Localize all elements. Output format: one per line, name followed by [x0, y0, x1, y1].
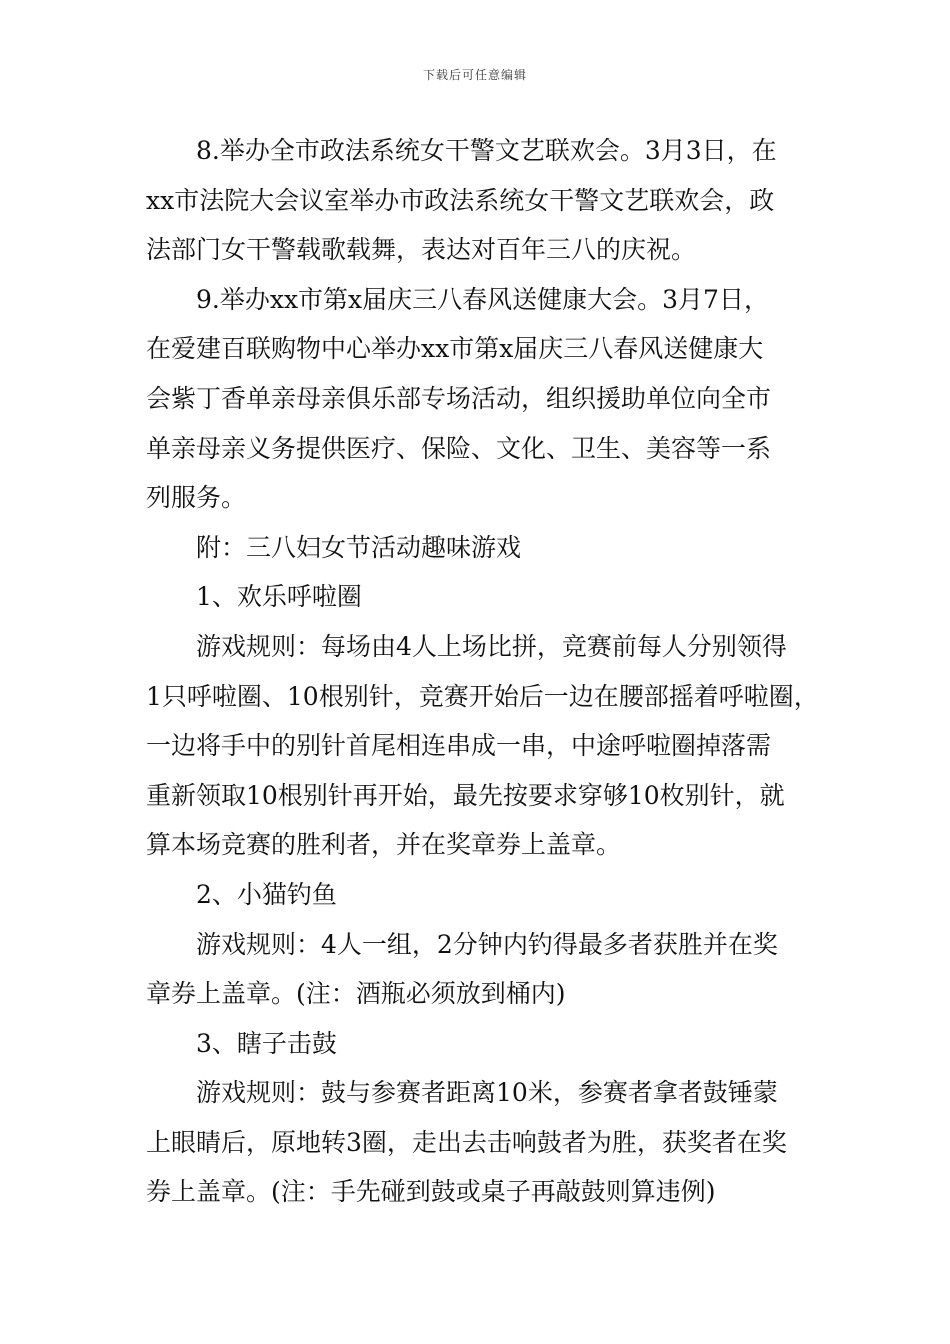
text-line: 上眼睛后，原地转3圈，走出去击响鼓者为胜，获奖者在奖 — [146, 1127, 787, 1157]
game-title: 2、小猫钓鱼 — [196, 879, 337, 909]
text-line: 会紫丁香单亲母亲俱乐部专场活动，组织援助单位向全市 — [146, 383, 772, 413]
text-line: 重新领取10根别针再开始，最先按要求穿够10枚别针，就 — [146, 780, 785, 810]
game-title: 1、欢乐呼啦圈 — [196, 582, 362, 612]
section-heading: 附：三八妇女节活动趣味游戏 — [196, 532, 522, 562]
text-line: 一边将手中的别针首尾相连串成一串，中途呼啦圈掉落需 — [146, 731, 772, 761]
document-body — [146, 126, 819, 1217]
text-line: xx市法院大会议室举办市政法系统女干警文艺联欢会，政 — [146, 185, 775, 215]
page-header-note: 下载后可任意编辑 — [422, 68, 527, 82]
text-line: 法部门女干警载歌载舞，表达对百年三八的庆祝。 — [146, 235, 697, 265]
text-line: 在爱建百联购物中心举办xx市第x届庆三八春风送健康大 — [146, 334, 764, 364]
text-line: 游戏规则：每场由4人上场比拼，竞赛前每人分别领得 — [196, 631, 787, 661]
text-line: 单亲母亲义务提供医疗、保险、文化、卫生、美容等一系 — [146, 433, 772, 463]
text-line: 1只呼啦圈、10根别针，竞赛开始后一边在腰部摇着呼啦圈， — [146, 681, 819, 711]
text-line: 9.举办xx市第x届庆三八春风送健康大会。3月7日， — [196, 284, 769, 314]
text-line: 算本场竞赛的胜利者，并在奖章券上盖章。 — [146, 830, 622, 860]
game-title: 3、瞎子击鼓 — [196, 1028, 337, 1058]
text-line: 章券上盖章。(注：酒瓶必须放到桶内) — [146, 979, 566, 1009]
text-line: 列服务。 — [146, 483, 247, 513]
text-line: 游戏规则：鼓与参赛者距离10米，参赛者拿者鼓锤蒙 — [196, 1078, 778, 1108]
text-line: 游戏规则：4人一组，2分钟内钓得最多者获胜并在奖 — [196, 929, 778, 959]
text-line: 8.举办全市政法系统女干警文艺联欢会。3月3日，在 — [196, 136, 777, 165]
text-line: 券上盖章。(注：手先碰到鼓或桌子再敲鼓则算违例) — [146, 1177, 716, 1207]
